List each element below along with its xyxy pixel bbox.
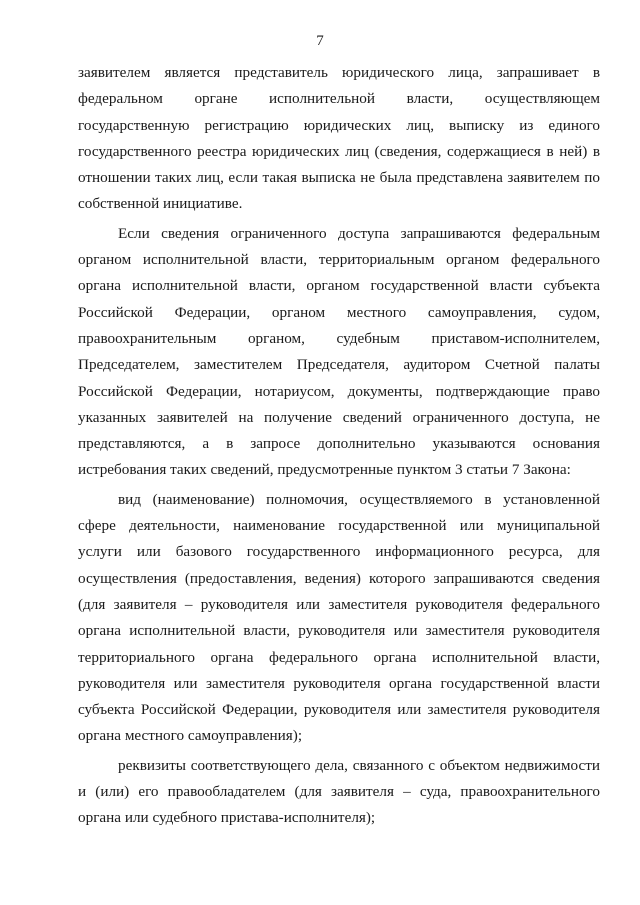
text-line: территориального органа федерального органа исполнительной власти,	[78, 648, 600, 666]
text-line: заявителем является представитель юридического лица, запрашивает в	[78, 64, 600, 81]
text-line: субъекта Российской Федерации, руководителя или заместителя руководителя	[78, 701, 600, 719]
text-line: услуги или базового государственного информационного ресурса, для	[78, 543, 600, 561]
text-line: истребования таких сведений, предусмотренные пунктом 3 статьи 7 Закона:	[78, 461, 571, 479]
paragraph	[78, 60, 600, 218]
text-line: федеральном органе исполнительной власти, осуществляющем	[78, 90, 600, 108]
text-line: органа исполнительной власти, руководителя или заместителя руководителя	[78, 622, 600, 640]
text-line: государственную регистрацию юридических лиц, выписку из единого	[78, 116, 600, 134]
text-line: государственного реестра юридических лиц (сведения, содержащиеся в ней) в	[78, 142, 600, 160]
text-line: сфере деятельности, наименование государственной или муниципальной	[78, 517, 600, 535]
text-line: отношении таких лиц, если такая выписка не была представлена заявителем по	[78, 169, 600, 187]
document-body	[78, 60, 600, 832]
text-line: (для заявителя – руководителя или заместителя руководителя федерального	[78, 595, 600, 613]
text-line: руководителя или заместителя руководителя органа государственной власти	[78, 674, 600, 692]
text-line: указанных заявителей на получение сведений ограниченного доступа, не	[78, 408, 600, 426]
text-line: реквизиты соответствующего дела, связанного с объектом недвижимости	[118, 756, 600, 774]
paragraph	[78, 753, 600, 832]
text-line: Российской Федерации, органом местного самоуправления, судом,	[78, 303, 600, 321]
text-line: Российской Федерации, нотариусом, документы, подтверждающие право	[78, 382, 600, 400]
text-line: представляются, а в запросе дополнительно указываются основания	[78, 435, 600, 453]
paragraph	[78, 487, 600, 750]
text-line: Председателем, заместителем Председателя, аудитором Счетной палаты	[78, 356, 600, 374]
text-line: органа или судебного пристава-исполнителя);	[78, 809, 376, 827]
text-line: органа местного самоуправления);	[78, 727, 303, 745]
text-line: вид (наименование) полномочия, осуществляемого в установленной	[118, 490, 600, 508]
text-line: и (или) его правообладателем (для заявителя – суда, правоохранительного	[78, 783, 600, 801]
text-line: Если сведения ограниченного доступа запрашиваются федеральным	[118, 224, 600, 242]
paragraph	[78, 221, 600, 484]
text-line: собственной инициативе.	[78, 195, 243, 213]
text-line: органа исполнительной власти, органом государственной власти субъекта	[78, 277, 600, 295]
text-line: осуществления (предоставления, ведения) которого запрашиваются сведения	[78, 569, 600, 587]
text-line: правоохранительным органом, судебным приставом-исполнителем,	[78, 329, 600, 347]
page-number: 7	[316, 33, 324, 49]
text-line: органом исполнительной власти, территориальным органом федерального	[78, 251, 600, 269]
